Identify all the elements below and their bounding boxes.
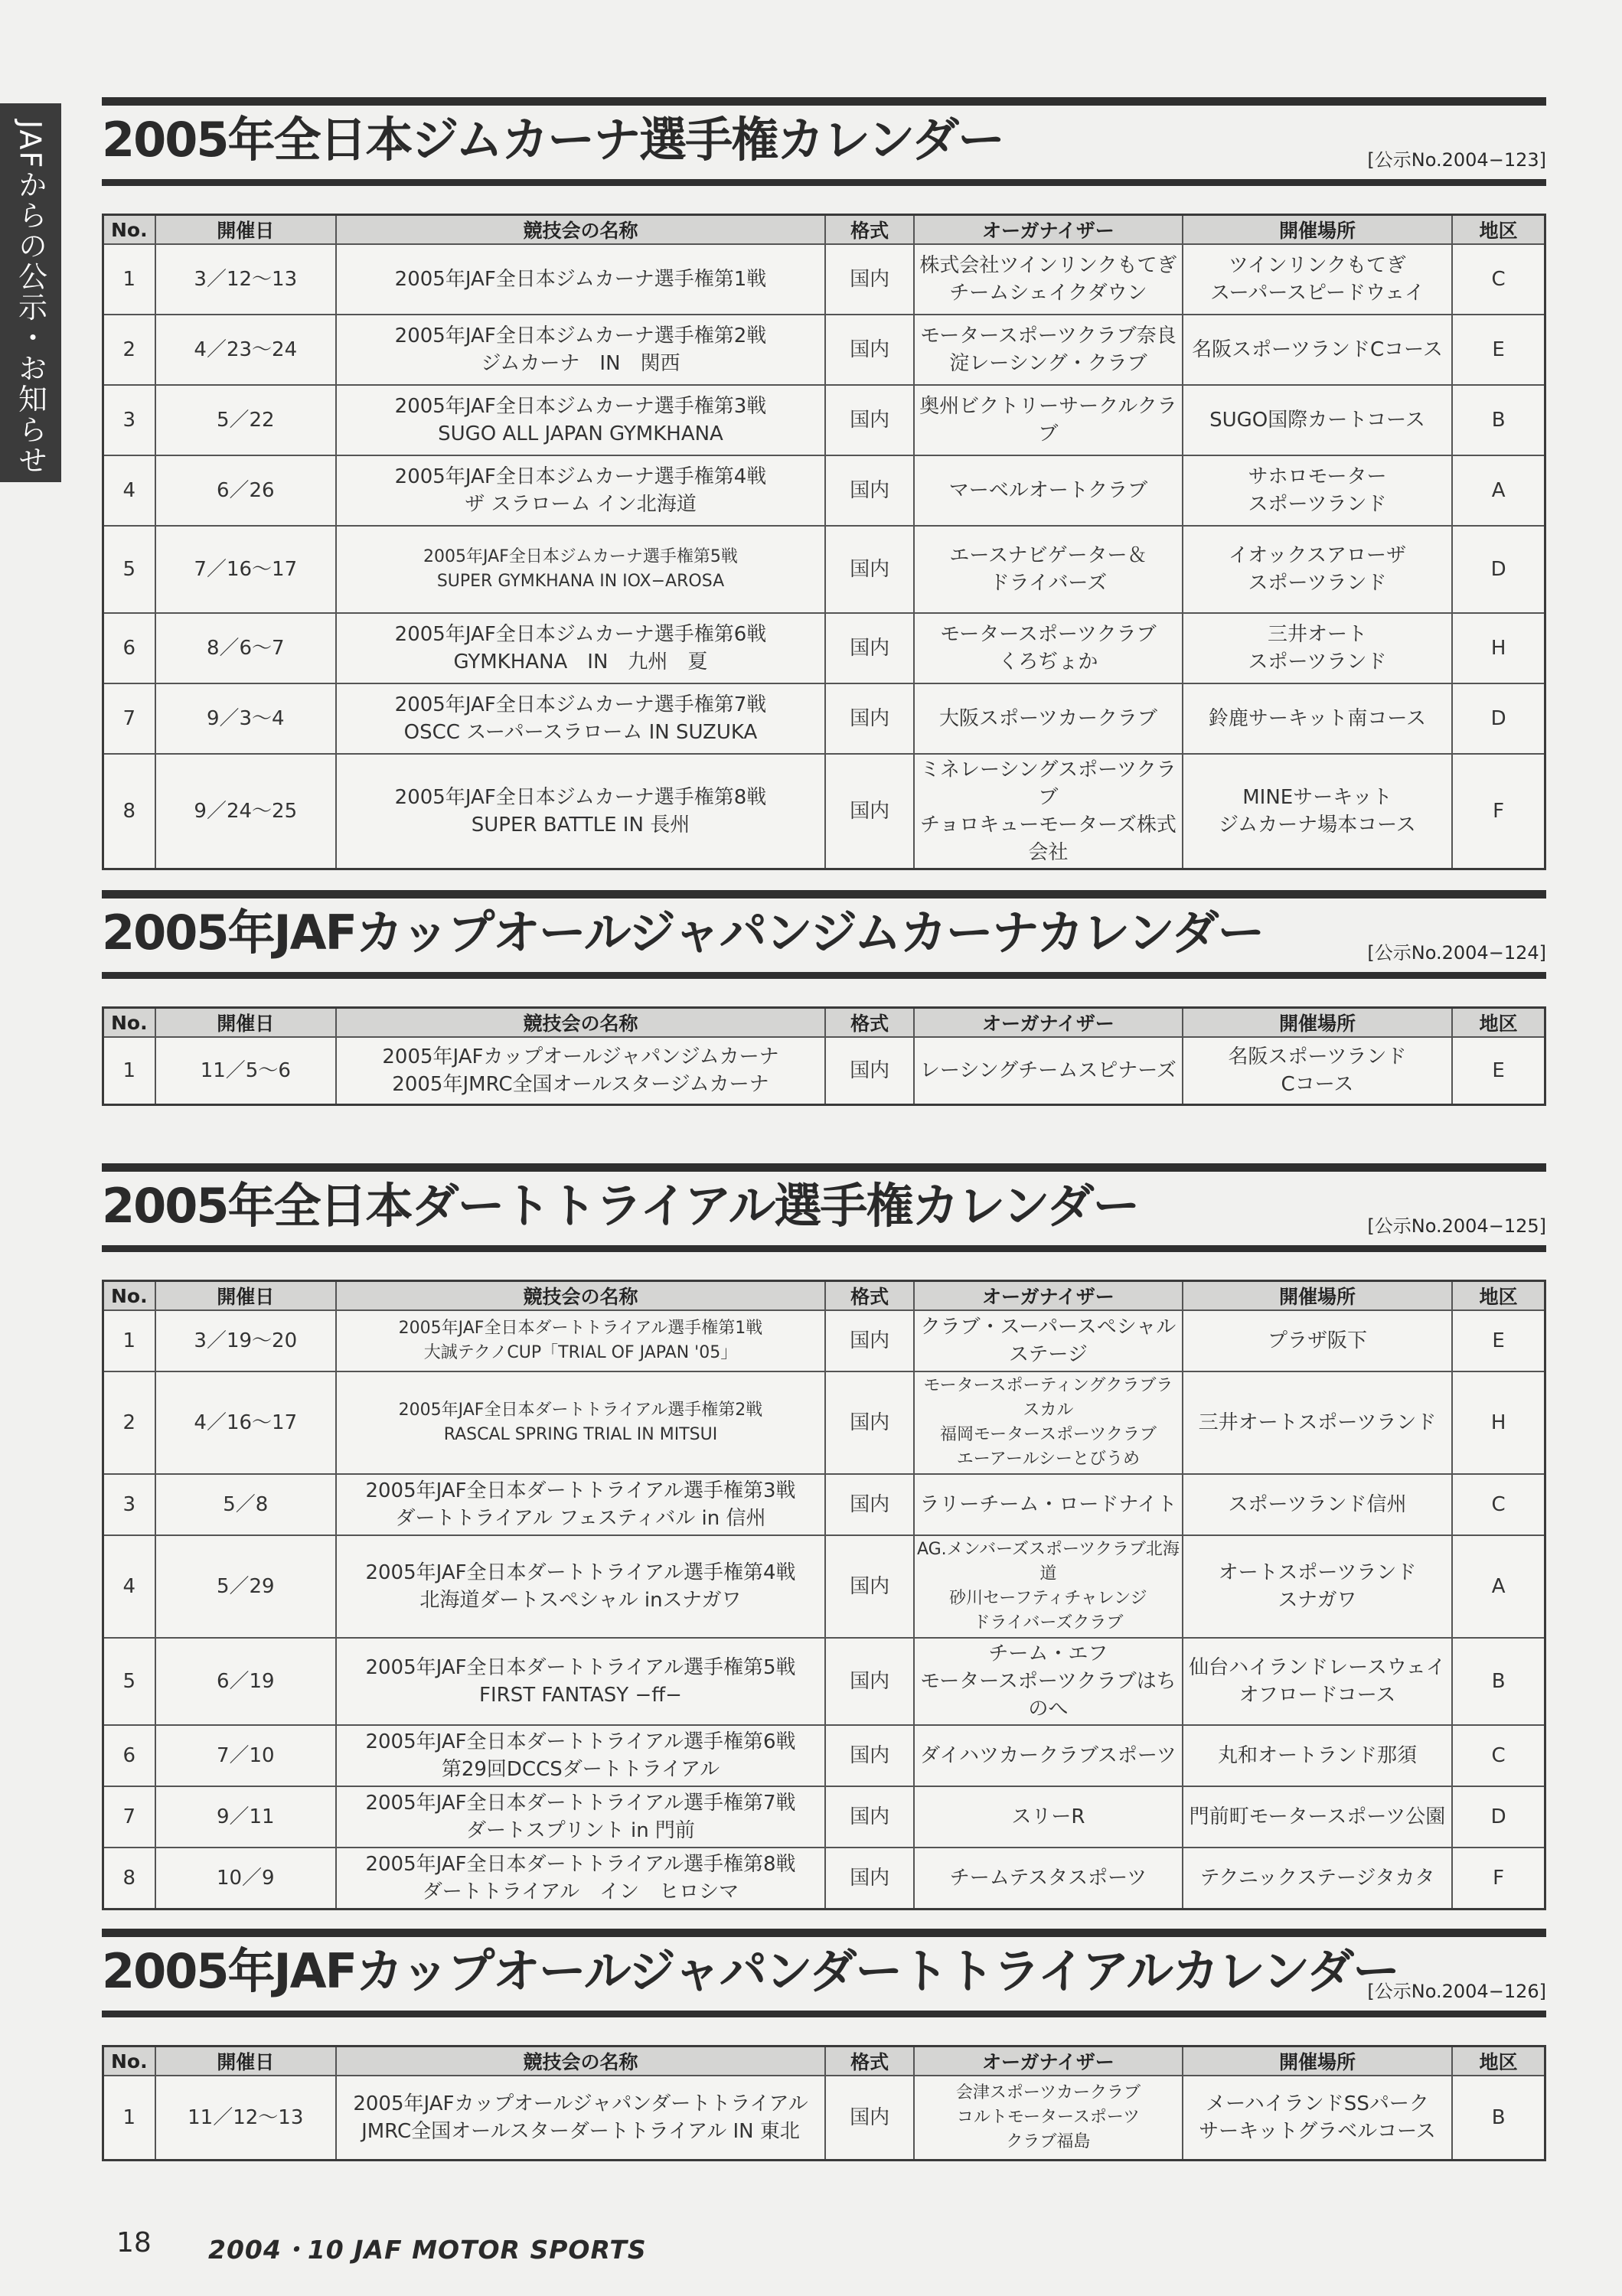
cell-name: 2005年JAF全日本ダートトライアル選手権第5戦 FIRST FANTASY −ff− — [336, 1638, 825, 1725]
cell-area: C — [1452, 1725, 1545, 1786]
column-header-name: 競技会の名称 — [336, 215, 825, 245]
cell-no: 7 — [103, 683, 155, 754]
cell-format: 国内 — [825, 683, 914, 754]
cell-area: A — [1452, 455, 1545, 526]
calendar-section — [102, 890, 1546, 1106]
calendar-table — [102, 1280, 1546, 1910]
cell-organizer: 会津スポーツカークラブ コルトモータースポーツ クラブ福島 — [914, 2076, 1183, 2160]
cell-format: 国内 — [825, 1786, 914, 1848]
cell-venue: プラザ阪下 — [1183, 1310, 1453, 1371]
cell-date: 5／22 — [155, 385, 336, 455]
cell-venue: 名阪スポーツランド Cコース — [1183, 1037, 1453, 1104]
cell-format: 国内 — [825, 1310, 914, 1371]
cell-date: 6／26 — [155, 455, 336, 526]
cell-format: 国内 — [825, 315, 914, 385]
column-header-no: No. — [103, 1008, 155, 1038]
cell-date: 11／5〜6 — [155, 1037, 336, 1104]
cell-venue: SUGO国際カートコース — [1183, 385, 1453, 455]
cell-date: 10／9 — [155, 1848, 336, 1909]
cell-date: 8／6〜7 — [155, 613, 336, 683]
column-header-name: 競技会の名称 — [336, 1008, 825, 1038]
cell-area: H — [1452, 613, 1545, 683]
title-row — [102, 1937, 1546, 2011]
cell-venue: イオックスアローザ スポーツランド — [1183, 526, 1453, 613]
cell-date: 11／12〜13 — [155, 2076, 336, 2160]
cell-no: 2 — [103, 1371, 155, 1474]
cell-name: 2005年JAF全日本ダートトライアル選手権第3戦 ダートトライアル フェスティバル in 信州 — [336, 1474, 825, 1535]
cell-venue: 三井オートスポーツランド — [1183, 1371, 1453, 1474]
cell-area: E — [1452, 1037, 1545, 1104]
cell-organizer: ラリーチーム・ロードナイト — [914, 1474, 1183, 1535]
cell-organizer: マーベルオートクラブ — [914, 455, 1183, 526]
cell-date: 7／16〜17 — [155, 526, 336, 613]
section-title: 2005年JAFカップオールジャパンジムカーナカレンダー — [102, 905, 1264, 960]
cell-venue: MINEサーキット ジムカーナ場本コース — [1183, 754, 1453, 869]
cell-no: 1 — [103, 2076, 155, 2160]
notice-number: [公示No.2004−123] — [1367, 149, 1546, 171]
cell-no: 1 — [103, 244, 155, 315]
cell-venue: ツインリンクもてぎ スーパースピードウェイ — [1183, 244, 1453, 315]
table-row — [103, 1725, 1545, 1786]
cell-name: 2005年JAFカップオールジャパンダートトライアル JMRC全国オールスターダートトライアル IN 東北 — [336, 2076, 825, 2160]
column-header-no: No. — [103, 215, 155, 245]
cell-organizer: モータースポーツクラブ奈良 淀レーシング・クラブ — [914, 315, 1183, 385]
table-row — [103, 1848, 1545, 1909]
table-row — [103, 1310, 1545, 1371]
side-tab — [0, 103, 61, 482]
calendar-section — [102, 97, 1546, 870]
calendar-table — [102, 1006, 1546, 1106]
cell-date: 4／23〜24 — [155, 315, 336, 385]
table-row — [103, 315, 1545, 385]
cell-no: 8 — [103, 754, 155, 869]
column-header-area: 地区 — [1452, 215, 1545, 245]
cell-organizer: エースナビゲーター＆ ドライバーズ — [914, 526, 1183, 613]
cell-date: 3／12〜13 — [155, 244, 336, 315]
cell-no: 4 — [103, 455, 155, 526]
cell-name: 2005年JAF全日本ジムカーナ選手権第1戦 — [336, 244, 825, 315]
cell-date: 7／10 — [155, 1725, 336, 1786]
cell-area: A — [1452, 1535, 1545, 1638]
table-row — [103, 613, 1545, 683]
cell-organizer: チームテスタスポーツ — [914, 1848, 1183, 1909]
cell-organizer: AG.メンバーズスポーツクラブ北海道 砂川セーフティチャレンジ ドライバーズクラブ — [914, 1535, 1183, 1638]
cell-area: B — [1452, 1638, 1545, 1725]
cell-no: 6 — [103, 613, 155, 683]
section-title: 2005年JAFカップオールジャパンダートトライアルカレンダー — [102, 1943, 1398, 1999]
cell-name: 2005年JAF全日本ジムカーナ選手権第2戦 ジムカーナ IN 関西 — [336, 315, 825, 385]
column-header-format: 格式 — [825, 1008, 914, 1038]
column-header-venue: 開催場所 — [1183, 215, 1453, 245]
cell-format: 国内 — [825, 455, 914, 526]
cell-format: 国内 — [825, 2076, 914, 2160]
cell-venue: 仙台ハイランドレースウェイ オフロードコース — [1183, 1638, 1453, 1725]
cell-name: 2005年JAFカップオールジャパンジムカーナ 2005年JMRC全国オールスタージムカーナ — [336, 1037, 825, 1104]
cell-date: 9／24〜25 — [155, 754, 336, 869]
column-header-date: 開催日 — [155, 1281, 336, 1311]
table-row — [103, 244, 1545, 315]
magazine-name: 2004・10 JAF MOTOR SPORTS — [208, 2235, 647, 2265]
title-row — [102, 106, 1546, 179]
side-tab-label: JAFからの公示・お知らせ — [13, 120, 47, 476]
cell-venue: 門前町モータースポーツ公園 — [1183, 1786, 1453, 1848]
cell-area: C — [1452, 1474, 1545, 1535]
cell-date: 5／8 — [155, 1474, 336, 1535]
section-title: 2005年全日本ジムカーナ選手権カレンダー — [102, 112, 1004, 168]
calendar-section — [102, 1929, 1546, 2161]
cell-no: 1 — [103, 1310, 155, 1371]
cell-area: B — [1452, 385, 1545, 455]
cell-venue: メーハイランドSSパーク サーキットグラベルコース — [1183, 2076, 1453, 2160]
calendar-table — [102, 2045, 1546, 2161]
cell-name: 2005年JAF全日本ジムカーナ選手権第4戦 ザ スラローム イン北海道 — [336, 455, 825, 526]
cell-organizer: レーシングチームスピナーズ — [914, 1037, 1183, 1104]
cell-date: 5／29 — [155, 1535, 336, 1638]
cell-format: 国内 — [825, 1535, 914, 1638]
cell-organizer: チーム・エフ モータースポーツクラブはちのへ — [914, 1638, 1183, 1725]
column-header-area: 地区 — [1452, 1008, 1545, 1038]
cell-venue: 鈴鹿サーキット南コース — [1183, 683, 1453, 754]
cell-area: E — [1452, 315, 1545, 385]
cell-area: F — [1452, 754, 1545, 869]
cell-name: 2005年JAF全日本ジムカーナ選手権第6戦 GYMKHANA IN 九州 夏 — [336, 613, 825, 683]
cell-area: D — [1452, 1786, 1545, 1848]
cell-format: 国内 — [825, 1638, 914, 1725]
cell-organizer: モータースポーティングクラブラスカル 福岡モータースポーツクラブ エーアールシーとびうめ — [914, 1371, 1183, 1474]
cell-date: 6／19 — [155, 1638, 336, 1725]
column-header-date: 開催日 — [155, 2047, 336, 2076]
column-header-name: 競技会の名称 — [336, 1281, 825, 1311]
cell-format: 国内 — [825, 1037, 914, 1104]
table-row — [103, 683, 1545, 754]
cell-date: 4／16〜17 — [155, 1371, 336, 1474]
column-header-organizer: オーガナイザー — [914, 1281, 1183, 1311]
cell-format: 国内 — [825, 613, 914, 683]
cell-no: 8 — [103, 1848, 155, 1909]
cell-area: D — [1452, 683, 1545, 754]
cell-format: 国内 — [825, 1474, 914, 1535]
column-header-name: 競技会の名称 — [336, 2047, 825, 2076]
column-header-organizer: オーガナイザー — [914, 215, 1183, 245]
bottom-rule — [102, 972, 1546, 979]
cell-name: 2005年JAF全日本ダートトライアル選手権第4戦 北海道ダートスペシャル inスナガワ — [336, 1535, 825, 1638]
cell-area: C — [1452, 244, 1545, 315]
cell-name: 2005年JAF全日本ダートトライアル選手権第1戦 大誠テクノCUP「TRIAL OF JAPAN '05」 — [336, 1310, 825, 1371]
header-row — [103, 1008, 1545, 1038]
cell-no: 3 — [103, 1474, 155, 1535]
column-header-format: 格式 — [825, 1281, 914, 1311]
cell-format: 国内 — [825, 1371, 914, 1474]
cell-date: 9／3〜4 — [155, 683, 336, 754]
column-header-organizer: オーガナイザー — [914, 2047, 1183, 2076]
cell-organizer: ダイハツカークラブスポーツ — [914, 1725, 1183, 1786]
column-header-no: No. — [103, 1281, 155, 1311]
table-row — [103, 1474, 1545, 1535]
cell-venue: 丸和オートランド那須 — [1183, 1725, 1453, 1786]
cell-organizer: クラブ・スーパースペシャル ステージ — [914, 1310, 1183, 1371]
notice-number: [公示No.2004−126] — [1367, 1981, 1546, 2002]
bottom-rule — [102, 2011, 1546, 2017]
cell-venue: 名阪スポーツランドCコース — [1183, 315, 1453, 385]
notice-number: [公示No.2004−124] — [1367, 942, 1546, 964]
cell-venue: オートスポーツランド スナガワ — [1183, 1535, 1453, 1638]
cell-date: 3／19〜20 — [155, 1310, 336, 1371]
cell-organizer: 奥州ビクトリーサークルクラブ — [914, 385, 1183, 455]
column-header-format: 格式 — [825, 215, 914, 245]
column-header-date: 開催日 — [155, 215, 336, 245]
cell-date: 9／11 — [155, 1786, 336, 1848]
table-row — [103, 526, 1545, 613]
column-header-area: 地区 — [1452, 2047, 1545, 2076]
cell-name: 2005年JAF全日本ジムカーナ選手権第7戦 OSCC スーパースラローム IN SUZUKA — [336, 683, 825, 754]
cell-no: 1 — [103, 1037, 155, 1104]
cell-format: 国内 — [825, 1848, 914, 1909]
cell-no: 2 — [103, 315, 155, 385]
table-row — [103, 1638, 1545, 1725]
cell-format: 国内 — [825, 244, 914, 315]
notice-number: [公示No.2004−125] — [1367, 1215, 1546, 1237]
header-row — [103, 2047, 1545, 2076]
table-row — [103, 1037, 1545, 1104]
cell-name: 2005年JAF全日本ダートトライアル選手権第2戦 RASCAL SPRING TRIAL IN MITSUI — [336, 1371, 825, 1474]
header-row — [103, 1281, 1545, 1311]
cell-format: 国内 — [825, 754, 914, 869]
cell-no: 6 — [103, 1725, 155, 1786]
cell-format: 国内 — [825, 526, 914, 613]
cell-no: 5 — [103, 526, 155, 613]
cell-organizer: 大阪スポーツカークラブ — [914, 683, 1183, 754]
title-row — [102, 1172, 1546, 1245]
cell-area: H — [1452, 1371, 1545, 1474]
cell-name: 2005年JAF全日本ジムカーナ選手権第5戦 SUPER GYMKHANA IN IOX−AROSA — [336, 526, 825, 613]
table-row — [103, 455, 1545, 526]
cell-format: 国内 — [825, 1725, 914, 1786]
cell-venue: テクニックステージタカタ — [1183, 1848, 1453, 1909]
table-row — [103, 1786, 1545, 1848]
column-header-venue: 開催場所 — [1183, 1281, 1453, 1311]
cell-name: 2005年JAF全日本ジムカーナ選手権第3戦 SUGO ALL JAPAN GYMKHANA — [336, 385, 825, 455]
cell-no: 5 — [103, 1638, 155, 1725]
column-header-date: 開催日 — [155, 1008, 336, 1038]
column-header-format: 格式 — [825, 2047, 914, 2076]
column-header-area: 地区 — [1452, 1281, 1545, 1311]
cell-name: 2005年JAF全日本ダートトライアル選手権第7戦 ダートスプリント in 門前 — [336, 1786, 825, 1848]
cell-area: E — [1452, 1310, 1545, 1371]
cell-format: 国内 — [825, 385, 914, 455]
cell-venue: スポーツランド信州 — [1183, 1474, 1453, 1535]
cell-venue: 三井オート スポーツランド — [1183, 613, 1453, 683]
cell-organizer: ミネレーシングスポーツクラブ チョロキューモーターズ株式会社 — [914, 754, 1183, 869]
bottom-rule — [102, 1245, 1546, 1252]
cell-organizer: モータースポーツクラブ くろぢょか — [914, 613, 1183, 683]
cell-name: 2005年JAF全日本ダートトライアル選手権第8戦 ダートトライアル イン ヒロシマ — [336, 1848, 825, 1909]
cell-no: 7 — [103, 1786, 155, 1848]
table-row — [103, 1371, 1545, 1474]
header-row — [103, 215, 1545, 245]
cell-name: 2005年JAF全日本ダートトライアル選手権第6戦 第29回DCCSダートトライアル — [336, 1725, 825, 1786]
page-number: 18 — [116, 2227, 152, 2258]
cell-area: F — [1452, 1848, 1545, 1909]
cell-area: B — [1452, 2076, 1545, 2160]
column-header-venue: 開催場所 — [1183, 1008, 1453, 1038]
table-row — [103, 754, 1545, 869]
table-row — [103, 2076, 1545, 2160]
section-title: 2005年全日本ダートトライアル選手権カレンダー — [102, 1178, 1139, 1234]
column-header-venue: 開催場所 — [1183, 2047, 1453, 2076]
cell-area: D — [1452, 526, 1545, 613]
calendar-section — [102, 1163, 1546, 1910]
cell-no: 4 — [103, 1535, 155, 1638]
cell-organizer: スリーR — [914, 1786, 1183, 1848]
cell-venue: サホロモーター スポーツランド — [1183, 455, 1453, 526]
table-row — [103, 1535, 1545, 1638]
column-header-organizer: オーガナイザー — [914, 1008, 1183, 1038]
bottom-rule — [102, 179, 1546, 186]
table-row — [103, 385, 1545, 455]
title-row — [102, 899, 1546, 972]
column-header-no: No. — [103, 2047, 155, 2076]
cell-no: 3 — [103, 385, 155, 455]
calendar-table — [102, 214, 1546, 870]
cell-name: 2005年JAF全日本ジムカーナ選手権第8戦 SUPER BATTLE IN 長州 — [336, 754, 825, 869]
cell-organizer: 株式会社ツインリンクもてぎ チームシェイクダウン — [914, 244, 1183, 315]
